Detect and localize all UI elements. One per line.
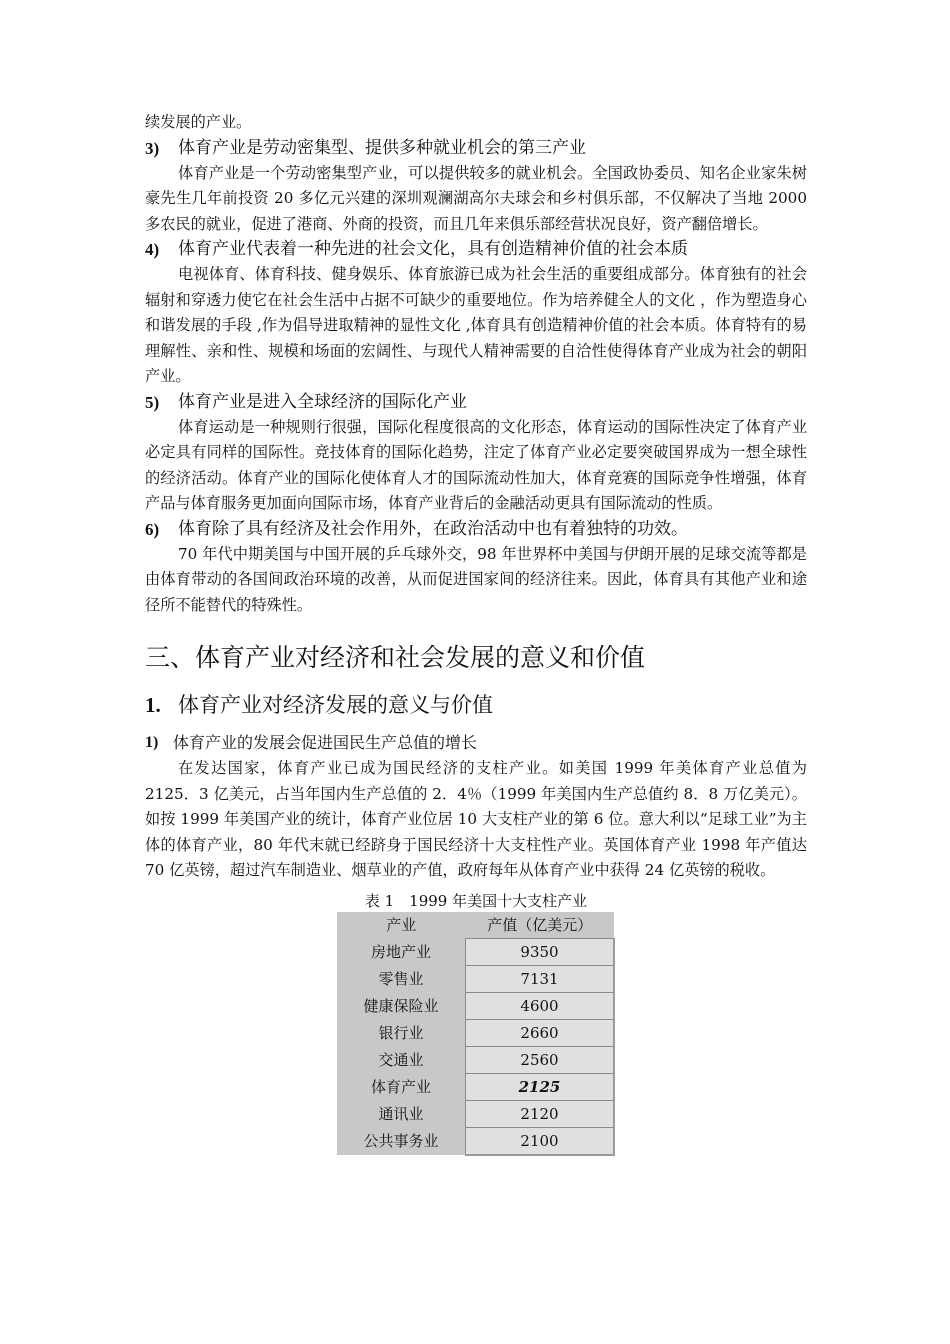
- column-header: 产值（亿美元）: [466, 912, 615, 939]
- table-row: [337, 992, 614, 1019]
- value-cell: 2560: [466, 1046, 615, 1073]
- value-cell: 4600: [466, 992, 615, 1019]
- table-row: [337, 1019, 614, 1046]
- item-3: [145, 136, 807, 238]
- item-heading-text: 体育产业代表着一种先进的社会文化，具有创造精神价值的社会本质: [178, 239, 688, 259]
- industry-cell: 交通业: [337, 1046, 466, 1073]
- item-5: [145, 390, 807, 517]
- subsubsection-title-text: 体育产业的发展会促进国民生产总值的增长: [173, 733, 478, 752]
- value-cell-highlighted: 2125: [466, 1073, 615, 1100]
- table-row-highlighted: [337, 1073, 614, 1100]
- item-4: [145, 237, 807, 390]
- item-number: 4): [145, 240, 160, 259]
- industry-cell: 银行业: [337, 1019, 466, 1046]
- table-row: [337, 1127, 614, 1155]
- item-body: 体育运动是一种规则行很强，国际化程度很高的文化形态，体育运动的国际性决定了体育产业必定具有同样的国际性。竞技体育的国际化趋势，注定了体育产业必定要突破国界成为一想全球性的经济活动。体育产业的国际化使体育人才的国际流动性加大，体育竞赛的国际竞争性增强，体育产品与体育服务更加面向国际市场，体育产业背后的金融活动更具有国际流动的性质。: [145, 417, 807, 512]
- item-heading: [145, 136, 807, 161]
- subsubsection-title: [145, 730, 807, 756]
- item-body: 体育产业是一个劳动密集型产业，可以提供较多的就业机会。全国政协委员、知名企业家朱树豪先生几年前投资 20 多亿元兴建的深圳观澜湖高尔夫球会和乡村俱乐部，不仅解决了当地 2000 多农民的就业，促进了港商、外商的投资，而且几年来俱乐部经营状况良好，资产翻倍增长。: [145, 163, 807, 233]
- industry-cell: 健康保险业: [337, 992, 466, 1019]
- value-cell: 7131: [466, 965, 615, 992]
- paragraph-fragment: 续发展的产业。: [145, 113, 252, 131]
- industry-table: [337, 912, 615, 1156]
- item-number: 6): [145, 519, 160, 539]
- item-body: 电视体育、体育科技、健身娱乐、体育旅游已成为社会生活的重要组成部分。体育独有的社会辐射和穿透力使它在社会生活中占据不可缺少的重要地位。作为培养健全人的文化 ，作为塑造身心和谐发展的手段 ,作为倡导进取精神的显性文化 ,体育具有创造精神价值的社会本质。体育特有的易理解性、亲和性、规模和场面的宏阔性、与现代人精神需要的自洽性使得体育产业成为社会的朝阳产业。: [145, 265, 807, 385]
- subsection-title: [145, 690, 807, 720]
- table-row: [337, 965, 614, 992]
- value-cell: 2120: [466, 1100, 615, 1127]
- item-body: 70 年代中期美国与中国开展的乒乓球外交，98 年世界杯中美国与伊朗开展的足球交流等都是由体育带动的各国间政治环境的改善，从而促进国家间的经济往来。因此，体育具有其他产业和途径所不能替代的特殊性。: [145, 544, 807, 614]
- column-header: 产业: [337, 912, 466, 939]
- subsection-number: 1.: [145, 693, 161, 717]
- subsection-title-text: 体育产业对经济发展的意义与价值: [178, 693, 493, 717]
- value-cell: 9350: [466, 938, 615, 965]
- industry-cell: 公共事务业: [337, 1127, 466, 1155]
- value-cell: 2100: [466, 1127, 615, 1155]
- item-heading-text: 体育产业是劳动密集型、提供多种就业机会的第三产业: [178, 137, 586, 158]
- industry-cell: 零售业: [337, 965, 466, 992]
- table-header-row: [337, 912, 614, 939]
- industry-cell: 通讯业: [337, 1100, 466, 1127]
- document-page: [145, 110, 807, 1156]
- item-6: [145, 517, 807, 619]
- table-row: [337, 1100, 614, 1127]
- section-title: 三、体育产业对经济和社会发展的意义和价值: [145, 643, 646, 672]
- item-heading-text: 体育除了具有经济及社会作用外，在政治活动中也有着独特的功效。: [178, 518, 688, 539]
- item-heading: [145, 390, 807, 415]
- body-paragraph: 在发达国家，体育产业已成为国民经济的支柱产业。如美国 1999 年美体育产业总值为 2125．3 亿美元，占当年国内生产总值的 2．4％（1999 年美国内生产总值约 8．8 万亿美元）。如按 1999 年美国产业的统计，体育产业位居 10 大支柱产业的第 6 位。意大利以“足球工业”为主体的体育产业，80 年代末就已经跻身于国民经济十大支柱性产业。英国体育产业 1998 年产值达 70 亿英镑，超过汽车制造业、烟草业的产值，政府每年从体育产业中获得 24 亿英镑的税收。: [145, 759, 807, 879]
- item-number: 3): [145, 138, 160, 158]
- industry-cell: 房地产业: [337, 938, 466, 965]
- industry-cell: 体育产业: [337, 1073, 466, 1100]
- value-cell: 2660: [466, 1019, 615, 1046]
- item-heading-text: 体育产业是进入全球经济的国际化产业: [178, 391, 467, 412]
- item-heading: [145, 237, 807, 262]
- item-number: 5): [145, 392, 160, 412]
- table-row: [337, 938, 614, 965]
- item-heading: [145, 517, 807, 542]
- table-caption: 表 1 1999 年美国十大支柱产业: [364, 891, 588, 910]
- table-row: [337, 1046, 614, 1073]
- subsubsection-number: 1): [145, 734, 159, 751]
